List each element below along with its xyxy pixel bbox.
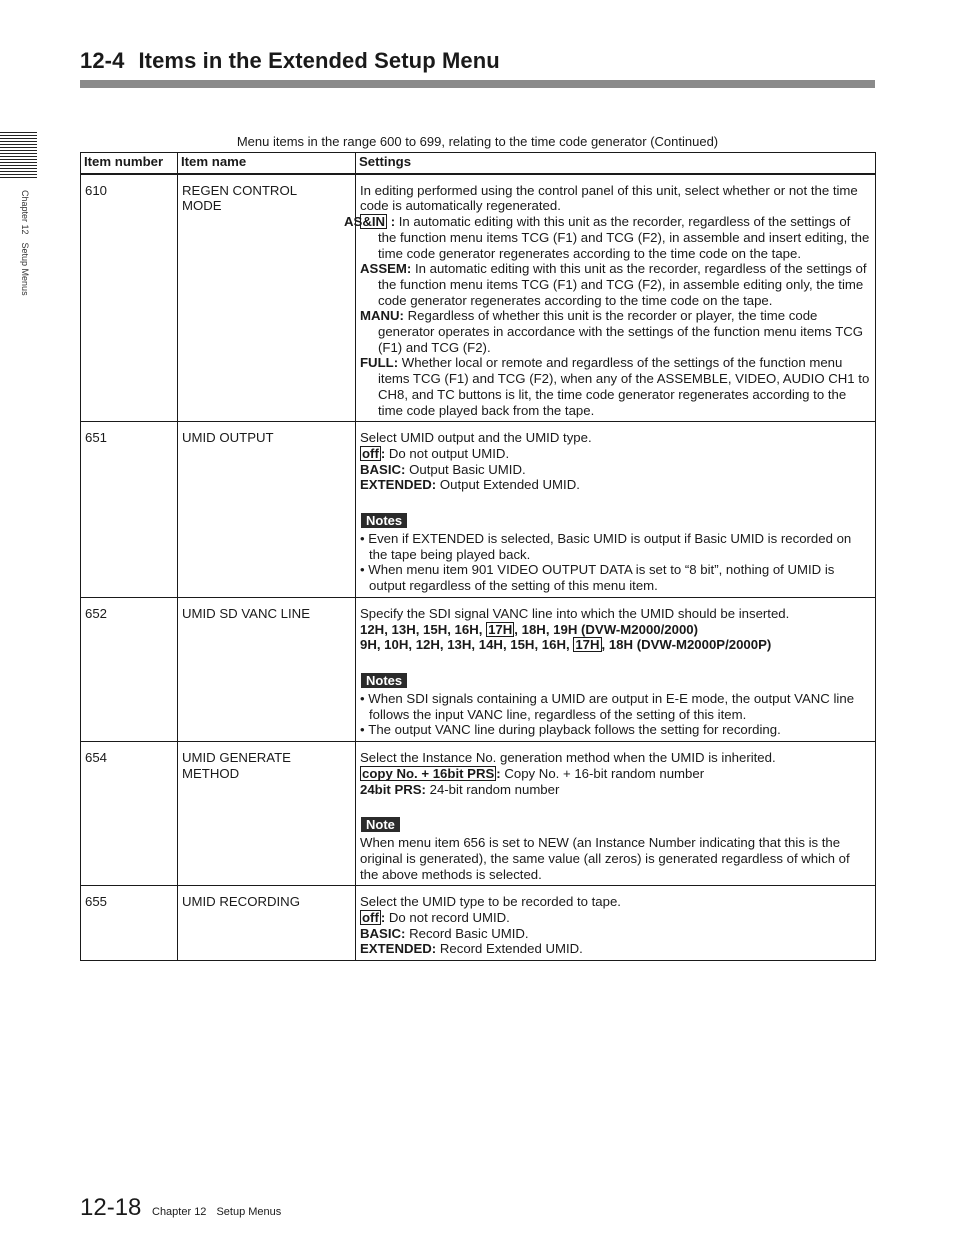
menu-items-table xyxy=(80,152,876,961)
option xyxy=(360,355,871,418)
notes-label: Notes xyxy=(361,513,407,528)
footer-chapter-label: Chapter 12 xyxy=(152,1206,207,1218)
default-option-key: AS&IN xyxy=(344,214,386,230)
settings-intro: In editing performed using the control panel of this unit, select whether or not the time code is automatically regenerated. xyxy=(360,182,858,214)
settings-intro: Select the UMID type to be recorded to tape. xyxy=(360,894,621,910)
option-key: ASSEM: xyxy=(360,261,412,277)
option: off : Do not record UMID. xyxy=(362,910,510,926)
default-option-key: off xyxy=(362,445,379,461)
option xyxy=(360,462,871,478)
item-name-line: UMID GENERATE xyxy=(182,750,291,766)
vanc-lines-text: 9H, 10H, 12H, 13H, 14H, 15H, 16H, xyxy=(360,637,574,653)
note-item: • The output VANC line during playback follows the setting for recording. xyxy=(360,722,871,738)
footer-chapter xyxy=(152,1206,281,1218)
table-row xyxy=(81,886,876,961)
settings-intro: Select UMID output and the UMID type. xyxy=(360,430,592,446)
option-key: EXTENDED: xyxy=(360,941,437,957)
option-key: BASIC: xyxy=(360,925,406,941)
section-title xyxy=(80,48,500,74)
vanc-lines-text: , 18H, 19H (DVW-M2000/2000) xyxy=(514,621,699,637)
table-header-row xyxy=(81,153,876,174)
page-number: 12-18 xyxy=(80,1194,142,1221)
item-settings xyxy=(356,422,876,598)
vanc-lines-pal xyxy=(360,637,871,653)
table-row xyxy=(81,174,876,422)
side-tab-chapter: Chapter 12 xyxy=(20,190,30,235)
option xyxy=(360,782,871,798)
option xyxy=(360,261,871,308)
option-description: Do not record UMID. xyxy=(388,910,510,926)
option-key: FULL: xyxy=(360,355,399,371)
default-option-key: copy No. + 16bit PRS xyxy=(362,765,495,781)
item-settings xyxy=(356,742,876,886)
option-key: 24bit PRS: xyxy=(360,781,426,797)
default-vanc-line: 17H xyxy=(575,637,600,653)
section-number: 12-4 xyxy=(80,48,125,73)
header-item-number: Item number xyxy=(81,153,178,174)
option-key: MANU: xyxy=(360,308,404,324)
option-description: Output Extended UMID. xyxy=(439,477,580,493)
option-description: Regardless of whether this unit is the recorder or player, the time code generator operates in accordance with the settings of the function menu items TCG (F1) and TCG (F2). xyxy=(378,308,864,355)
option-description: In automatic editing with this unit as the recorder, regardless of the settings of the function menu items TCG (F1) and TCG (F2), in assemble and insert editing, the time code generator regenerates according to the time code on the tape. xyxy=(378,214,870,261)
item-name: UMID OUTPUT xyxy=(178,422,356,598)
vanc-lines-text: 12H, 13H, 15H, 16H, xyxy=(360,621,487,637)
table-row xyxy=(81,422,876,598)
side-chapter-tab xyxy=(18,190,30,350)
option: AS&IN : In automatic editing with this unit as the recorder, regardless of the settings of the function menu items TCG (F1) and TCG (F2), in assemble and insert editing, the time code generator regenerates according to the time code on the tape. xyxy=(344,214,870,261)
option-key: BASIC: xyxy=(360,461,406,477)
option-description: In automatic editing with this unit as the recorder, regardless of the settings of the function menu items TCG (F1) and TCG (F2), in assemble editing only, the time code generator regenerates according to the time code on the tape. xyxy=(378,261,867,308)
option-description: 24-bit random number xyxy=(429,781,560,797)
option-description: Do not output UMID. xyxy=(388,445,510,461)
note-text: When menu item 656 is set to NEW (an Instance Number indicating that this is the original is generated), the same value (all zeros) is generated regardless of which of the above methods is selected. xyxy=(360,835,850,882)
settings-intro: Specify the SDI signal VANC line into which the UMID should be inserted. xyxy=(360,605,790,621)
item-number: 610 xyxy=(81,174,178,422)
vanc-lines-text: , 18H (DVW-M2000P/2000P) xyxy=(601,637,772,653)
item-number: 655 xyxy=(81,886,178,961)
option-description: Output Basic UMID. xyxy=(409,461,526,477)
header-settings: Settings xyxy=(356,153,876,174)
chapter-tab-stripes xyxy=(0,132,37,178)
option-description: Record Basic UMID. xyxy=(409,925,529,941)
footer-section-label: Setup Menus xyxy=(216,1206,282,1218)
item-name xyxy=(178,742,356,886)
note-item: • When menu item 901 VIDEO OUTPUT DATA is set to “8 bit”, nothing of UMID is output regardless of the setting of this menu item. xyxy=(360,562,871,593)
item-settings xyxy=(344,174,876,422)
side-tab-name: Setup Menus xyxy=(20,242,30,296)
title-rule xyxy=(80,80,875,88)
option-key: EXTENDED: xyxy=(360,477,437,493)
option-description: Whether local or remote and regardless of the settings of the function menu items TCG (F1) and TCG (F2), when any of the ASSEMBLE, VIDEO, AUDIO CH1 to CH8, and TC buttons is lit, the time code generator regenerates according to the time code played back from the tape. xyxy=(378,355,870,418)
option xyxy=(360,926,871,942)
table-row xyxy=(81,742,876,886)
vanc-lines-ntsc xyxy=(360,622,871,638)
item-settings xyxy=(356,886,876,961)
header-item-name: Item name xyxy=(178,153,356,174)
option xyxy=(360,941,871,957)
notes-label: Notes xyxy=(361,673,407,688)
table-caption: Menu items in the range 600 to 699, relating to the time code generator (Continued) xyxy=(236,134,719,149)
option xyxy=(360,308,871,355)
option-description: Record Extended UMID. xyxy=(439,941,583,957)
item-number: 651 xyxy=(81,422,178,598)
note-label: Note xyxy=(361,817,400,832)
default-vanc-line: 17H xyxy=(488,621,513,637)
settings-intro: Select the Instance No. generation method when the UMID is inherited. xyxy=(360,750,776,766)
item-name xyxy=(178,174,356,422)
item-settings xyxy=(356,597,876,741)
table-row xyxy=(81,597,876,741)
item-number: 652 xyxy=(81,597,178,741)
option-description: Copy No. + 16-bit random number xyxy=(504,765,705,781)
option: off : Do not output UMID. xyxy=(362,445,510,461)
item-name: UMID RECORDING xyxy=(178,886,356,961)
option xyxy=(360,477,871,493)
default-option-key: off xyxy=(362,910,379,926)
section-title-text: Items in the Extended Setup Menu xyxy=(138,48,500,73)
item-name: UMID SD VANC LINE xyxy=(178,597,356,741)
option: copy No. + 16bit PRS : Copy No. + 16-bit random number xyxy=(362,765,705,781)
item-name-line: MODE xyxy=(182,198,222,214)
item-name-line: REGEN CONTROL xyxy=(182,182,298,198)
note-item: • When SDI signals containing a UMID are output in E-E mode, the output VANC line follows the input VANC line, regardless of the setting of this item. xyxy=(360,691,871,722)
item-name-line: METHOD xyxy=(182,765,240,781)
note-item: • Even if EXTENDED is selected, Basic UMID is output if Basic UMID is recorded on the tape being played back. xyxy=(360,531,871,562)
item-number: 654 xyxy=(81,742,178,886)
